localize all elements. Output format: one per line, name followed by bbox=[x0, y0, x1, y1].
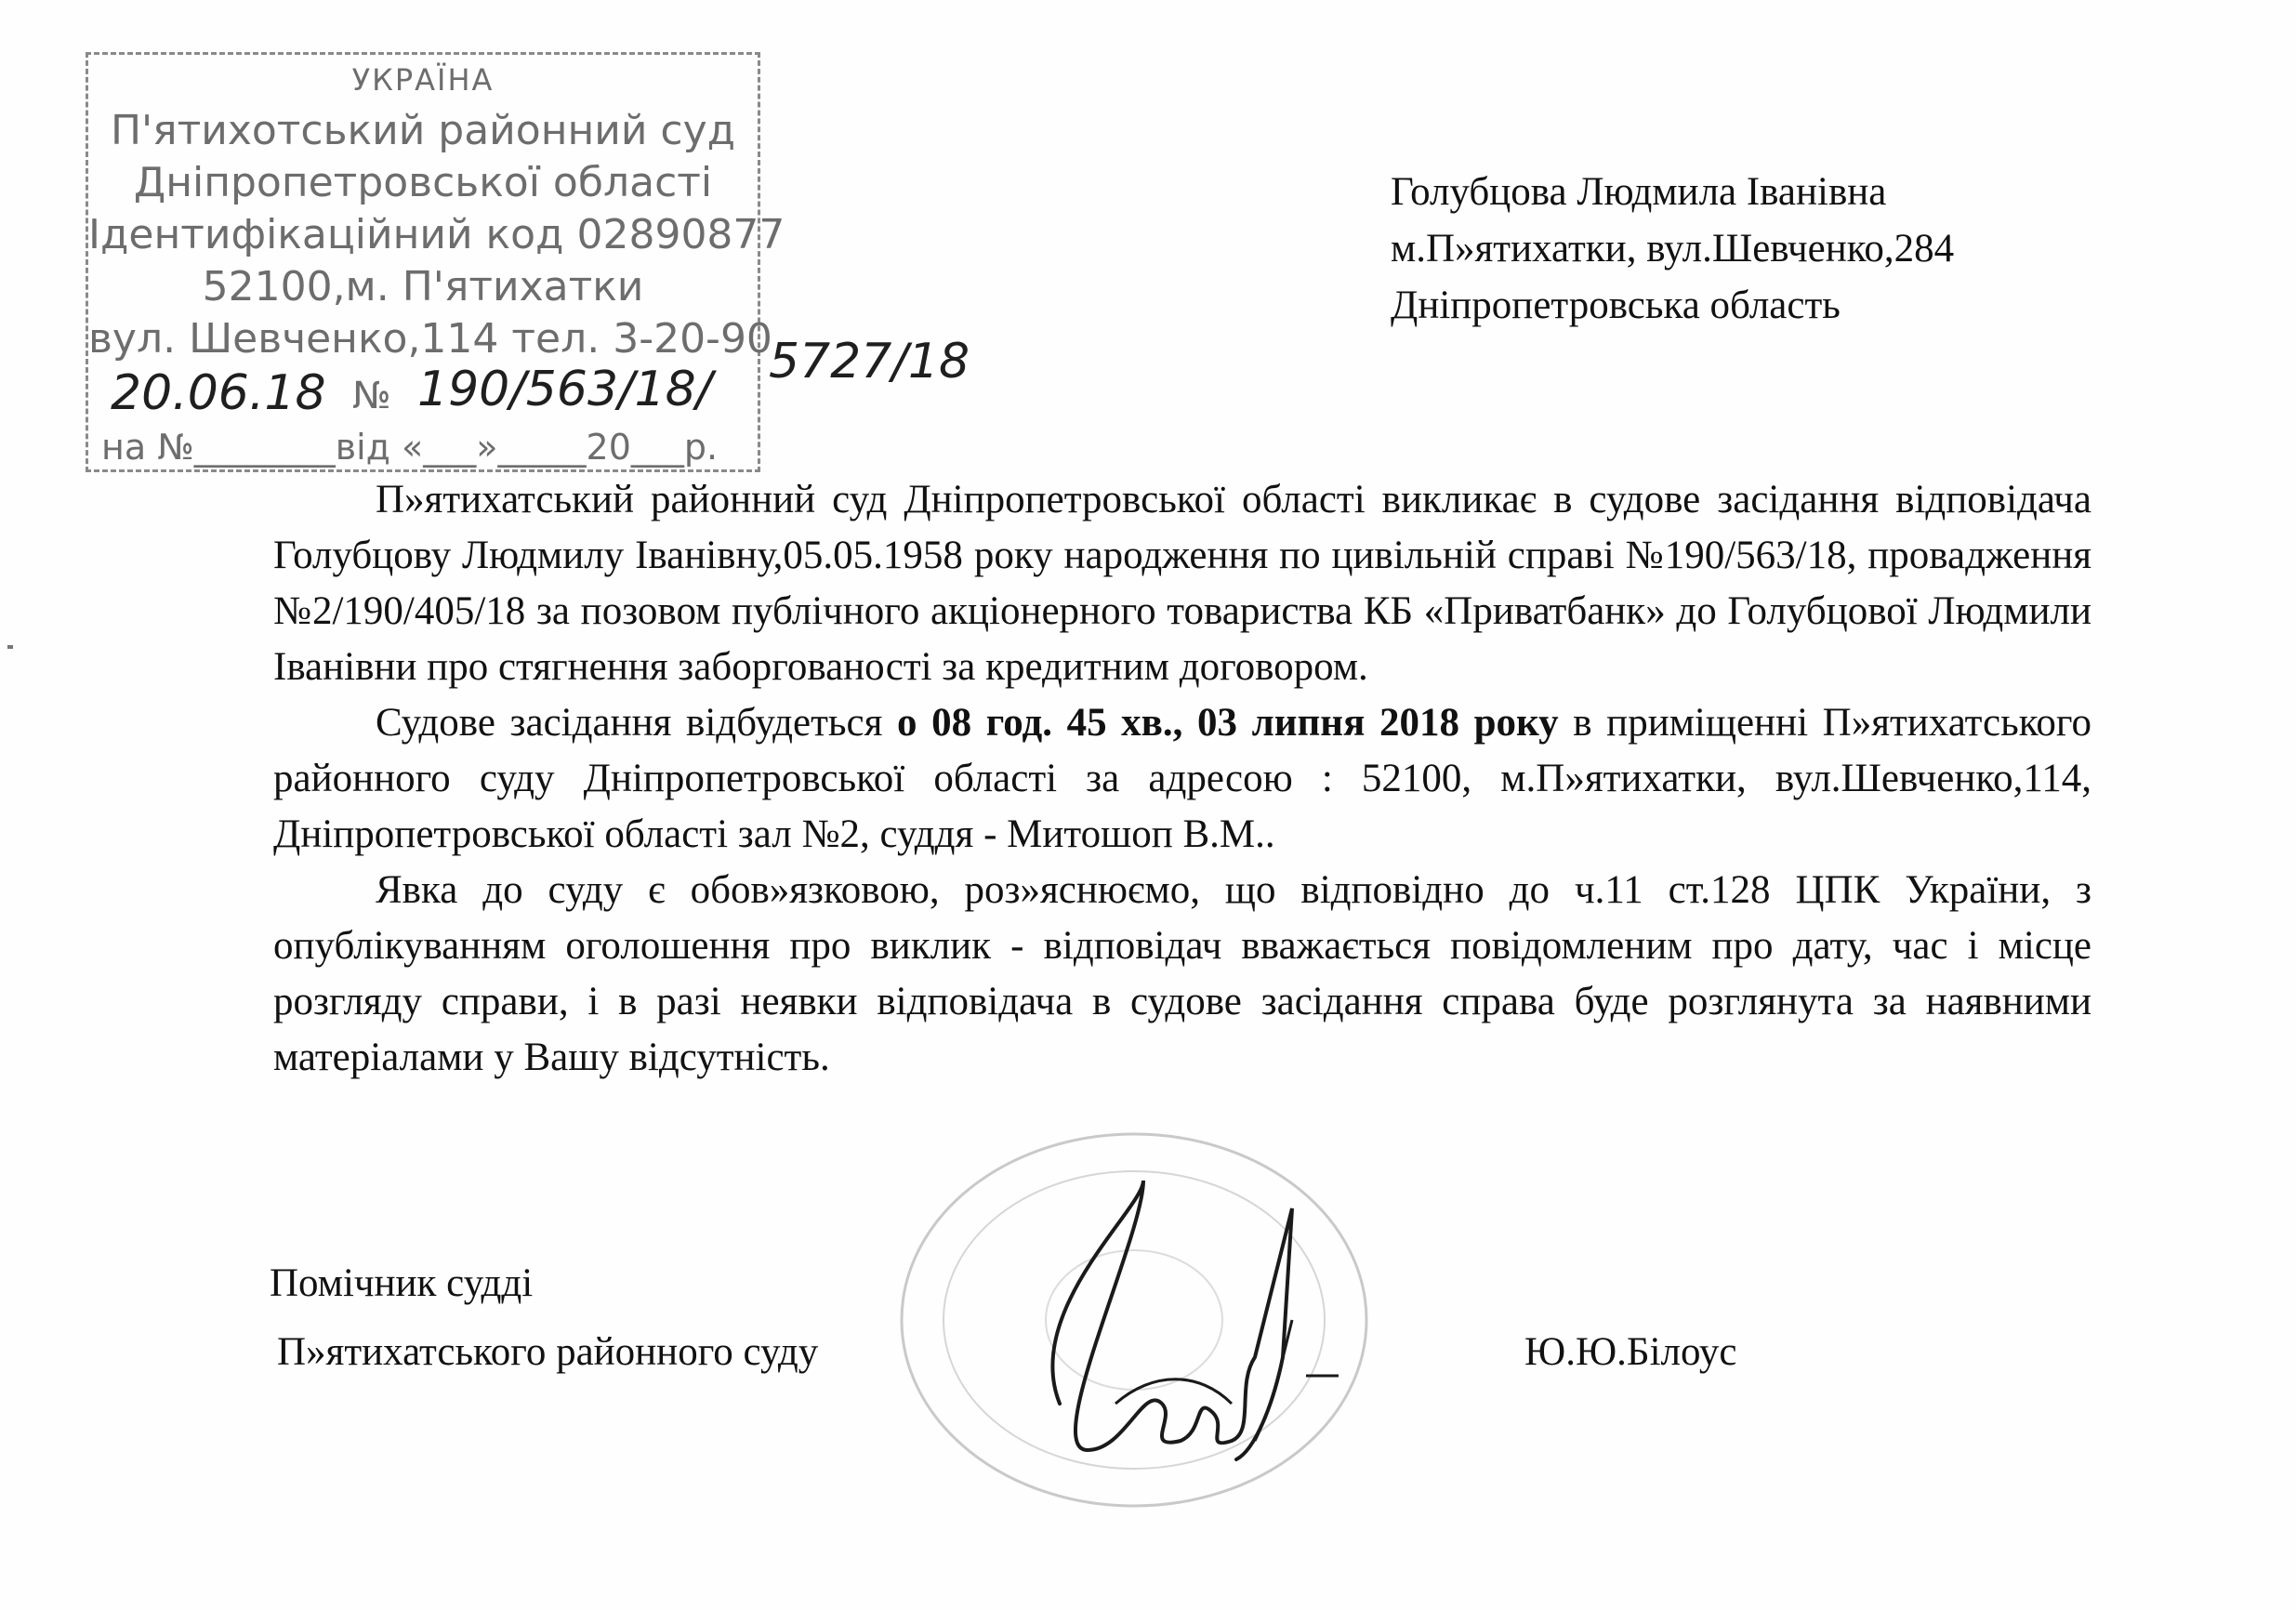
addressee-region: Дніпропетровська область bbox=[1391, 284, 1841, 327]
hearing-datetime: о 08 год. 45 хв., 03 липня 2018 року bbox=[897, 701, 1559, 745]
addressee-block bbox=[1391, 164, 1954, 334]
body-paragraph-3: Явка до суду є обов»язковою, роз»яснюємо, що відповідно до ч.11 ст.128 ЦПК України, з опублікуванням оголошення про виклик - відповідач вважається повідомленим про дату, час і місце розгляду справи, і в разі неявки відповідача в судове засідання справа буде розглянута за наявними матеріалами у Вашу відсутність. bbox=[273, 868, 2091, 1079]
handwritten-signature bbox=[1004, 1171, 1357, 1478]
stamp-ref-line: на №________від «___»_____20___р. bbox=[101, 427, 719, 468]
stamp-handwritten-number-2: 5727/18 bbox=[769, 334, 970, 389]
body-paragraph-2 bbox=[273, 695, 2091, 863]
addressee-street: м.П»ятихатки, вул.Шевченко,284 bbox=[1391, 227, 1955, 271]
p2-end: в приміщенні П»ятихатського районного суду Дніпропетровської області за адресою : 52100, м.П»ятихатки, вул.Шевченко,114, Дніпропетровської області зал №2, суддя - Митошоп В.М.. bbox=[273, 701, 2091, 856]
letter-body bbox=[273, 472, 2091, 1086]
p2-start: Судове засідання відбудеться bbox=[376, 701, 898, 745]
stamp-address: вул. Шевченко,114 тел. 3-20-90 bbox=[88, 315, 772, 363]
addressee-name: Голубцова Людмила Іванівна bbox=[1391, 170, 1887, 214]
stamp-handwritten-date: 20.06.18 bbox=[111, 365, 326, 421]
stamp-handwritten-number: 190/563/18/ bbox=[417, 362, 713, 417]
stamp-postal: 52100,м. П'ятихатки bbox=[202, 263, 644, 310]
stamp-date-number-row bbox=[101, 362, 752, 421]
signer-role-line-1: Помічник судді bbox=[270, 1261, 534, 1305]
stamp-court-name: П'ятихотський районний суд bbox=[110, 107, 736, 154]
registration-stamp bbox=[86, 52, 970, 472]
signer-name: Ю.Ю.Білоус bbox=[1524, 1330, 1737, 1374]
stamp-country: УКРАЇНА bbox=[351, 62, 495, 98]
stamp-region: Дніпропетровської області bbox=[133, 159, 713, 206]
stamp-number-label: № bbox=[352, 375, 391, 417]
body-paragraph-1: П»ятихатський районний суд Дніпропетровської області викликає в судове засідання відповідача Голубцову Людмилу Іванівну,05.05.1958 року народження по цивільній справі №190/563/18, провадження №2/190/405/18 за позовом публічного акціонерного товариства КБ «Приватбанк» до Голубцової Людмили Іванівни про стягнення заборгованості за кредитним договором. bbox=[273, 478, 2091, 689]
signer-role-line-2: П»ятихатського районного суду bbox=[277, 1330, 819, 1374]
scan-artifact bbox=[7, 645, 13, 649]
stamp-id-code: Ідентифікаційний код 02890877 bbox=[88, 211, 785, 258]
